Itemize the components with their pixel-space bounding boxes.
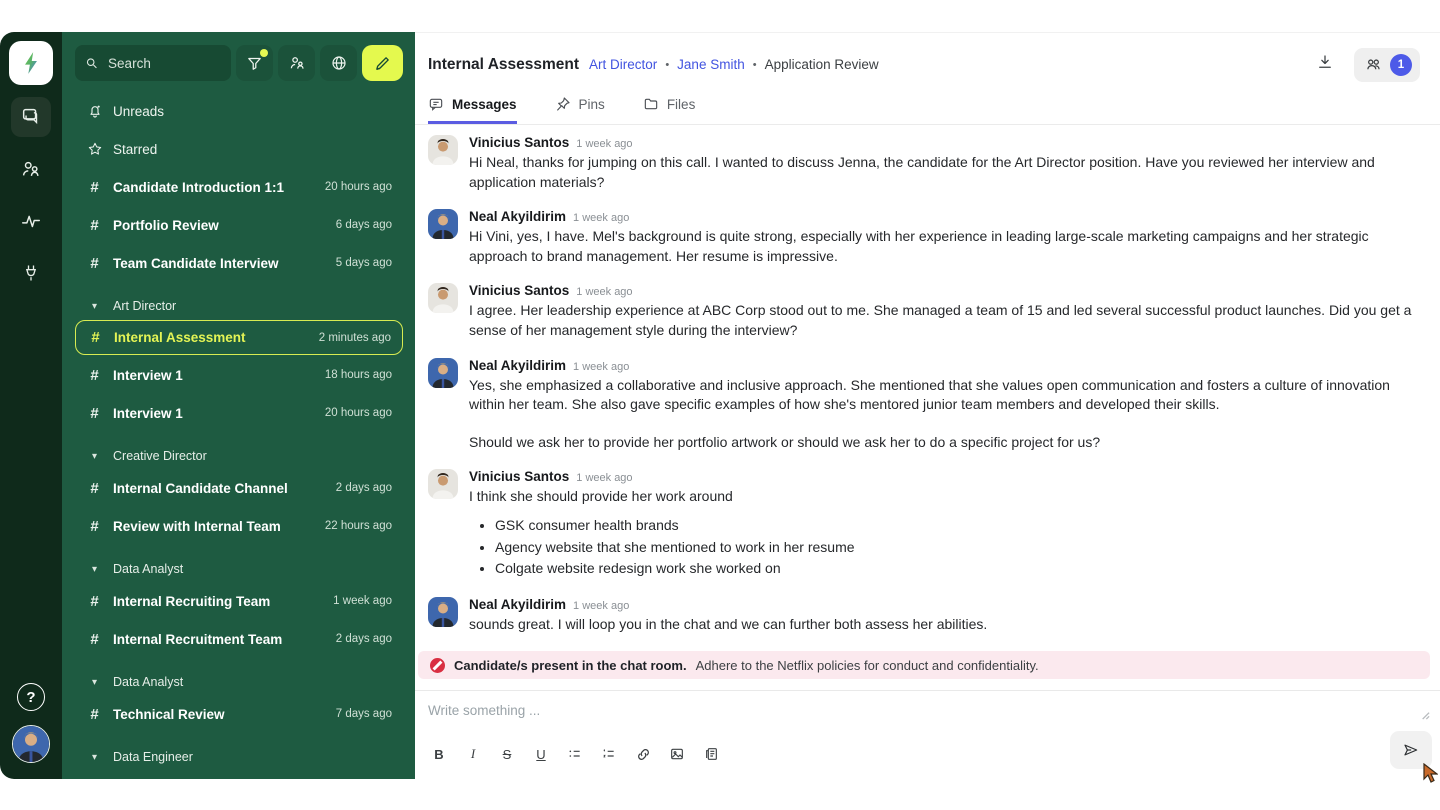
message-body	[469, 135, 1414, 192]
search-box[interactable]	[75, 45, 231, 81]
hash-icon: #	[90, 517, 99, 535]
app-window	[0, 32, 1440, 779]
group-icon	[1364, 55, 1383, 74]
download-button[interactable]	[1306, 47, 1344, 82]
channel-section-header[interactable]	[75, 442, 403, 470]
avatar[interactable]	[428, 209, 458, 239]
message-header	[469, 358, 1414, 373]
sidebar-item-label: Unreads	[113, 103, 165, 119]
help-icon: ?	[26, 688, 36, 706]
hash-icon: #	[90, 479, 99, 497]
channel-timestamp: 7 days ago	[335, 708, 392, 720]
format-ordered-list-button[interactable]	[598, 742, 620, 766]
user-avatar-image	[13, 726, 49, 762]
filter-funnel-icon	[246, 55, 263, 72]
avatar[interactable]	[428, 135, 458, 165]
channel-name: Technical Review	[113, 706, 225, 722]
channel-row[interactable]	[75, 169, 403, 205]
download-icon	[1316, 53, 1334, 71]
pulse-icon	[20, 210, 42, 232]
banner-text: Adhere to the Netflix policies for conduct and confidentiality.	[695, 657, 1039, 673]
tab-files-label: Files	[666, 96, 696, 112]
channel-timestamp: 6 days ago	[335, 219, 392, 231]
message-list[interactable]	[415, 125, 1440, 649]
message-text: Should we ask her to provide her portfolio artwork or should we ask her to do a specific project for us?	[469, 433, 1101, 450]
message-timestamp: 1 week ago	[576, 472, 633, 485]
channel-row[interactable]	[75, 583, 403, 619]
channel-row[interactable]	[75, 245, 403, 281]
caret-down-icon: ▾	[91, 450, 98, 462]
message-text: Yes, she emphasized a collaborative and inclusive approach. She mentioned that she values open communication and fosters a culture of innovation within her team. She also gave specific examples of how she's mentored junior team members and developed their skills.	[469, 376, 1390, 413]
format-italic-button[interactable]: I	[470, 746, 476, 761]
help-button[interactable]	[17, 683, 45, 711]
channel-section-header[interactable]	[75, 668, 403, 696]
channel-row[interactable]	[75, 621, 403, 657]
candidate-warning-banner	[418, 651, 1430, 679]
message-header	[469, 283, 1414, 298]
channel-name: Internal Recruitment Team	[113, 631, 283, 647]
folder-icon	[643, 96, 659, 112]
channel-row[interactable]	[75, 320, 403, 355]
channel-name: Interview 1	[113, 367, 183, 383]
message-text: I think she should provide her work around	[469, 488, 733, 505]
format-bold-button[interactable]: B	[434, 746, 444, 762]
message-timestamp: 1 week ago	[573, 600, 630, 612]
message-header	[469, 469, 1414, 484]
message-header	[469, 135, 1414, 150]
banner-bold-text: Candidate/s present in the chat room.	[454, 657, 687, 673]
message-body	[469, 597, 1414, 635]
section-label: Creative Director	[113, 449, 207, 463]
hash-icon: #	[90, 366, 99, 384]
message-body	[469, 358, 1414, 453]
channel-row[interactable]	[75, 207, 403, 243]
tab-messages-label: Messages	[452, 96, 517, 112]
avatar[interactable]	[428, 597, 458, 627]
channel-section-header[interactable]	[75, 555, 403, 583]
channel-name: Internal Candidate Channel	[113, 480, 288, 496]
left-rail	[0, 32, 62, 779]
message-body	[469, 209, 1414, 266]
hash-icon: #	[90, 705, 99, 723]
message-text: I agree. Her leadership experience at ABC Corp stood out to me. She managed a team of 15 and led several successful product launches. Did you get a sense of her management style during the interview?	[469, 302, 1412, 338]
channel-name: Internal Recruiting Team	[113, 593, 271, 609]
person-add-icon	[288, 54, 306, 72]
tab-messages[interactable]	[428, 96, 517, 124]
tab-files[interactable]	[643, 96, 696, 124]
sidebar-item-unreads[interactable]	[75, 93, 403, 129]
format-attachment-button[interactable]	[700, 742, 722, 766]
channel-timestamp: 5 days ago	[335, 257, 392, 269]
filter-button[interactable]	[236, 45, 273, 81]
channel-timestamp: 18 hours ago	[324, 369, 392, 381]
breadcrumb-link-candidate[interactable]: Jane Smith	[677, 57, 745, 72]
channel-timestamp: 1 week ago	[333, 595, 392, 607]
resize-handle-icon[interactable]	[1419, 707, 1430, 725]
message-timestamp: 1 week ago	[573, 212, 630, 225]
formatting-toolbar	[415, 740, 1440, 766]
channel-name: Portfolio Review	[113, 217, 219, 233]
channel-timestamp: 20 hours ago	[324, 407, 392, 419]
main-panel	[415, 32, 1440, 779]
hash-icon: #	[90, 592, 99, 610]
message-timestamp: 1 week ago	[576, 138, 633, 150]
sidebar-item-label: Starred	[113, 141, 158, 157]
send-icon	[1402, 741, 1420, 759]
rail-integrations-button[interactable]	[11, 253, 51, 293]
globe-button[interactable]	[320, 45, 357, 81]
channel-timestamp: 2 minutes ago	[318, 331, 391, 344]
channel-section-header[interactable]	[75, 292, 403, 320]
rail-people-button[interactable]	[11, 149, 51, 189]
hash-icon: #	[90, 404, 99, 422]
caret-down-icon: ▾	[91, 751, 98, 763]
message-timestamp: 1 week ago	[573, 360, 630, 373]
section-label: Data Engineer	[113, 750, 193, 764]
message	[428, 283, 1414, 340]
format-underline-button[interactable]: U	[536, 746, 546, 762]
rail-activity-button[interactable]	[11, 201, 51, 241]
hash-icon: #	[90, 216, 99, 234]
channel-name: Internal Assessment	[114, 330, 246, 345]
breadcrumb	[589, 57, 879, 72]
channel-list	[62, 91, 415, 779]
avatar[interactable]	[428, 358, 458, 388]
page-title: Internal Assessment	[428, 55, 580, 73]
plug-icon	[21, 262, 41, 284]
message	[428, 469, 1414, 580]
message-bullet-list	[469, 515, 1414, 580]
format-bullet-list-button[interactable]	[564, 742, 586, 766]
lightning-logo-icon	[18, 50, 44, 76]
channel-name: Team Candidate Interview	[113, 255, 279, 271]
sidebar-toolbar	[75, 45, 403, 81]
channel-section-header[interactable]	[75, 743, 403, 771]
message-bullet-item: • Colgate website redesign work she worked on	[495, 558, 1414, 580]
channel-name: Review with Internal Team	[113, 518, 281, 534]
message-body	[469, 283, 1414, 340]
hash-icon: #	[90, 630, 99, 648]
message-composer	[415, 690, 1440, 779]
globe-icon	[330, 54, 348, 72]
message-bubble-icon	[428, 96, 444, 112]
avatar[interactable]	[428, 283, 458, 313]
rail-chat-button[interactable]	[11, 97, 51, 137]
message-author[interactable]: Vinicius Santos	[469, 283, 570, 299]
chat-bubbles-icon	[20, 106, 42, 128]
section-label: Art Director	[113, 299, 177, 313]
user-avatar[interactable]	[12, 725, 50, 763]
channel-row[interactable]	[75, 508, 403, 544]
message-text: Hi Neal, thanks for jumping on this call. I wanted to discuss Jenna, the candidate for the Art Director position. Have you reviewed her interview and application materials?	[469, 154, 1375, 190]
message-author[interactable]: Vinicius Santos	[469, 135, 570, 150]
members-count-badge: 1	[1390, 54, 1412, 76]
message-text: Hi Vini, yes, I have. Mel's background is quite strong, especially with her experience in leading large-scale marketing campaigns and her strategic approach to brand management. Her resume is impressive.	[469, 228, 1369, 264]
channel-timestamp: 22 hours ago	[324, 520, 392, 532]
message-author[interactable]: Neal Akyildirim	[469, 357, 567, 373]
contacts-button[interactable]	[278, 45, 315, 81]
channel-timestamp: 2 days ago	[335, 482, 392, 494]
tab-pins-label: Pins	[578, 96, 605, 112]
format-image-button[interactable]	[666, 742, 688, 766]
message	[428, 358, 1414, 453]
message-bullet-item: • Agency website that she mentioned to work in her resume	[495, 537, 1414, 559]
channel-row[interactable]	[75, 696, 403, 732]
message	[428, 135, 1414, 192]
message-header	[469, 597, 1414, 612]
bell-icon	[86, 103, 103, 119]
star-icon	[86, 141, 103, 157]
message-body	[469, 469, 1414, 580]
mouse-cursor	[1422, 763, 1438, 788]
compose-button[interactable]	[362, 45, 403, 81]
section-label: Data Analyst	[113, 675, 184, 689]
message-author[interactable]: Vinicius Santos	[469, 469, 570, 485]
members-button[interactable]	[1354, 48, 1420, 82]
search-input[interactable]	[106, 55, 221, 72]
hash-icon: #	[90, 254, 99, 272]
avatar[interactable]	[428, 469, 458, 499]
message	[428, 209, 1414, 266]
caret-down-icon: ▾	[91, 676, 98, 688]
channel-timestamp: 20 hours ago	[324, 181, 392, 193]
hash-icon: #	[91, 329, 100, 346]
pin-icon	[555, 96, 571, 112]
tab-pins[interactable]	[555, 96, 605, 124]
channel-row[interactable]	[75, 357, 403, 393]
message	[428, 597, 1414, 635]
section-label: Data Analyst	[113, 562, 184, 576]
hash-icon: #	[90, 178, 99, 196]
channel-row[interactable]	[75, 470, 403, 506]
channel-header	[415, 33, 1440, 86]
message-text: sounds great. I will loop you in the chat and we can further both assess her abilities.	[469, 616, 988, 632]
message-author[interactable]: Neal Akyildirim	[469, 597, 567, 612]
pencil-icon	[374, 55, 391, 72]
breadcrumb-stage: Application Review	[764, 57, 879, 72]
app-logo[interactable]	[9, 41, 53, 85]
message-header	[469, 209, 1414, 224]
people-icon	[20, 158, 42, 180]
breadcrumb-separator: •	[665, 58, 670, 71]
message-timestamp: 1 week ago	[576, 286, 633, 299]
channel-row[interactable]	[75, 395, 403, 431]
caret-down-icon: ▾	[91, 300, 98, 312]
breadcrumb-separator: •	[752, 58, 757, 71]
message-author[interactable]: Neal Akyildirim	[469, 209, 567, 225]
no-entry-icon	[430, 658, 445, 673]
channel-timestamp: 2 days ago	[335, 633, 392, 645]
breadcrumb-link-role[interactable]: Art Director	[589, 57, 658, 72]
tab-bar	[415, 86, 1440, 125]
channel-name: Interview 1	[113, 405, 183, 421]
format-strikethrough-button[interactable]: S	[502, 746, 512, 762]
message-bullet-item: • GSK consumer health brands	[495, 515, 1414, 537]
filter-notification-dot	[260, 49, 268, 57]
caret-down-icon: ▾	[91, 563, 98, 575]
search-icon	[85, 55, 98, 71]
format-link-button[interactable]	[632, 742, 654, 766]
sidebar	[62, 32, 415, 779]
channel-name: Candidate Introduction 1:1	[113, 179, 285, 195]
composer-input[interactable]	[415, 691, 1440, 735]
sidebar-item-starred[interactable]	[75, 131, 403, 167]
